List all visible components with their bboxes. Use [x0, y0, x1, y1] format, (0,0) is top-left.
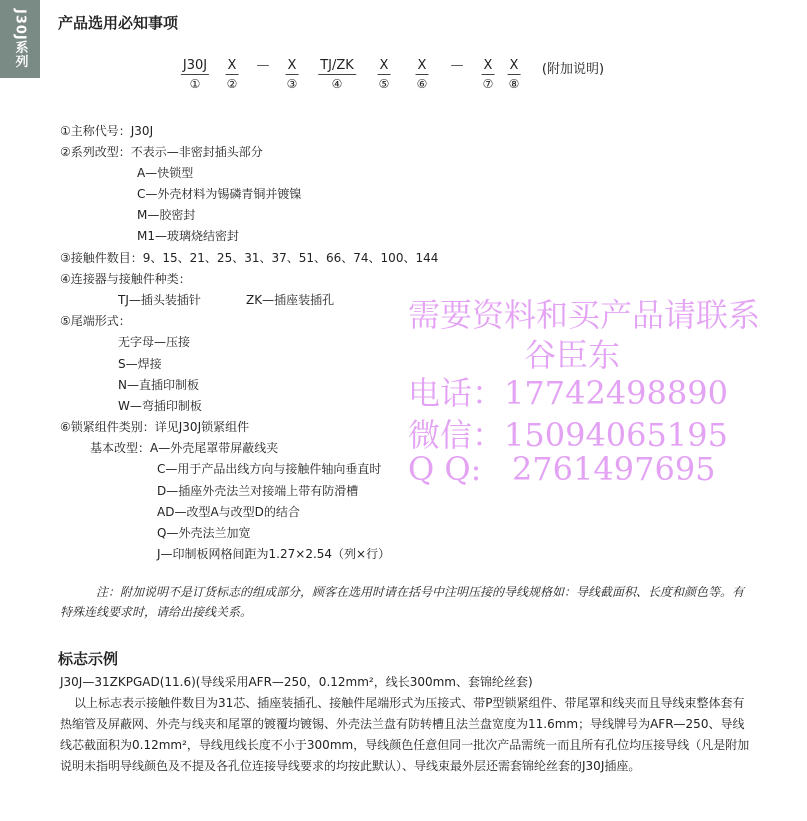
watermark-line-4: 微信：15094065195 — [408, 416, 728, 454]
example-text: 以上标志表示接触件数目为31芯、插座装插孔、接触件尾端形式为压接式、带P型锁紧组件、带尾罩和线夹而且导线束整体套有热缩管及屏蔽网、外壳与线夹和尾罩的镀覆均镀锡、外壳法兰盘有防转槽且法兰盘宽度为11.6mm；导线牌号为AFR—250、导线线芯截面积为0.12mm²，导线甩线长度不小于300mm，导线颜色任意但同一批次产品需统一而且所有孔位均压接导线（凡是附加说明未指明导线颜色及不提及各孔位连接导线要求的均按此默认）、导线束最外层还需套锦纶丝套的J30J插座。 — [60, 696, 750, 773]
example-paragraph — [60, 693, 750, 777]
item-2-m1: M1—玻璃烧结密封 — [137, 229, 239, 243]
item-4-tj: TJ—插头装插针 — [118, 293, 201, 307]
code-part-6 — [416, 58, 429, 91]
item-5-crimp: 无字母—压接 — [118, 335, 191, 349]
page-title: 产品选用必知事项 — [58, 14, 179, 32]
code-suffix-label: (附加说明) — [541, 62, 605, 77]
item-6-a: 基本改型：A—外壳尾罩带屏蔽线夹 — [90, 441, 279, 455]
note-text: 注：附加说明不是订货标志的组成部分，顾客在选用时请在括号中注明压接的导线规格如：导线截面积、长度和颜色等。有特殊连线要求时，请给出接线关系。 — [60, 585, 745, 619]
item-6-d: D—插座外壳法兰对接端上带有防滑槽 — [157, 484, 359, 498]
item-5-w: W—弯插印制板 — [118, 399, 202, 413]
watermark-line-1: 需要资料和买产品请联系 — [408, 296, 761, 334]
code-part-7 — [482, 58, 495, 91]
watermark-line-2: 谷臣东 — [524, 336, 621, 374]
item-4-zk: ZK—插座装插孔 — [246, 293, 335, 307]
code-part-5 — [378, 58, 391, 91]
item-3: ③接触件数目：9、15、21、25、31、37、51、66、74、100、144 — [60, 251, 439, 265]
code-part-label: X — [483, 58, 493, 73]
item-5-n: N—直插印制板 — [118, 378, 199, 392]
example-code: J30J—31ZKPGAD(11.6)(导线采用AFR—250，0.12mm²，线长300mm、套锦纶丝套) — [60, 675, 533, 689]
item-4: ④连接器与接触件种类： — [60, 272, 191, 286]
code-part-2 — [226, 58, 239, 91]
item-6-ad: AD—改型A与改型D的结合 — [157, 505, 300, 519]
code-part-label: X — [417, 58, 427, 73]
item-6-q: Q—外壳法兰加宽 — [157, 526, 251, 540]
series-side-tab: J30J系列 — [0, 0, 40, 78]
item-2-a: A—快锁型 — [137, 166, 194, 180]
code-part-3 — [286, 58, 299, 91]
item-1: ①主称代号：J30J — [60, 124, 154, 138]
code-part-label: X — [509, 58, 519, 73]
code-suffix — [540, 58, 606, 78]
code-dash: — — [450, 58, 464, 73]
code-part-label: X — [379, 58, 389, 73]
item-6-c: C—用于产品出线方向与接触件轴向垂直时 — [157, 462, 382, 476]
code-part-num: ④ — [331, 77, 343, 91]
code-part-num: ⑧ — [508, 77, 520, 91]
code-part-label: X — [287, 58, 297, 73]
code-part-num: ⑥ — [416, 77, 428, 91]
code-part-4 — [318, 58, 356, 91]
item-2: ②系列改型：不表示—非密封插头部分 — [60, 145, 263, 159]
code-part-num: ⑤ — [378, 77, 390, 91]
item-5-s: S—焊接 — [118, 357, 162, 371]
watermark-line-3: 电话：17742498890 — [408, 374, 728, 412]
code-part-1 — [181, 58, 209, 91]
note-paragraph — [60, 582, 750, 622]
example-title: 标志示例 — [58, 650, 119, 668]
example-block — [60, 672, 750, 777]
code-part-label: J30J — [182, 58, 208, 73]
item-6: ⑥锁紧组件类别：详见J30J锁紧组件 — [60, 420, 250, 434]
code-part-num: ① — [189, 77, 201, 91]
item-6-j: J—印制板网格间距为1.27×2.54（列×行） — [157, 547, 391, 561]
code-format-row — [0, 58, 807, 98]
code-part-num: ③ — [286, 77, 298, 91]
watermark-line-5: Q Q: 2761497695 — [408, 450, 716, 488]
code-part-num: ② — [226, 77, 238, 91]
code-part-8 — [508, 58, 521, 91]
code-part-label: TJ/ZK — [320, 58, 354, 73]
item-2-c: C—外壳材料为锡磷青铜并镀镍 — [137, 187, 302, 201]
code-dash: — — [256, 58, 270, 73]
item-2-m: M—胶密封 — [137, 208, 196, 222]
code-part-label: X — [227, 58, 237, 73]
item-5: ⑤尾端形式： — [60, 314, 131, 328]
code-part-num: ⑦ — [482, 77, 494, 91]
